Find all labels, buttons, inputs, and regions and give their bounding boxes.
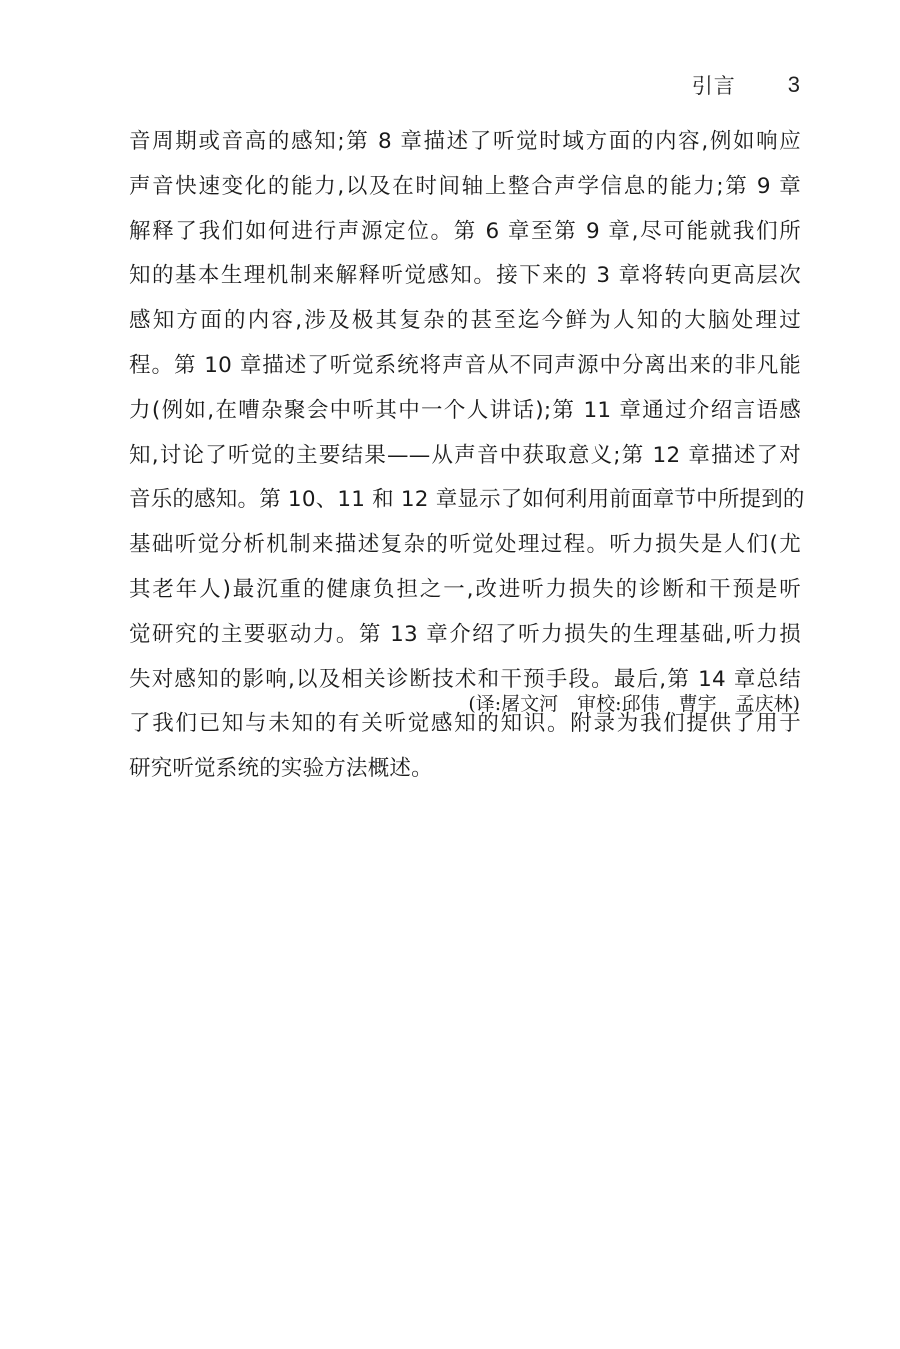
chapter-title: 引言	[691, 74, 736, 98]
text-line: 音乐的感知。第 10、11 和 12 章显示了如何利用前面章节中所提到的	[129, 487, 805, 513]
text-line: 基础听觉分析机制来描述复杂的听觉处理过程。听力损失是人们(尤	[129, 532, 801, 558]
text-line: 了我们已知与未知的有关听觉感知的知识。附录为我们提供了用于	[129, 711, 801, 737]
text-line: 知的基本生理机制来解释听觉感知。接下来的 3 章将转向更高层次	[129, 263, 801, 289]
text-line-last: 研究听觉系统的实验方法概述。	[129, 756, 433, 782]
text-line: 失对感知的影响,以及相关诊断技术和干预手段。最后,第 14 章总结	[129, 666, 801, 692]
text-line: 觉研究的主要驱动力。第 13 章介绍了听力损失的生理基础,听力损	[129, 621, 801, 647]
running-head	[692, 68, 800, 102]
translator-credits: (译:屠文河 审校:邱伟 曹宇 孟庆林)	[468, 693, 800, 715]
page-number: 3	[787, 72, 800, 97]
text-line: 音周期或音高的感知;第 8 章描述了听觉时域方面的内容,例如响应	[129, 129, 801, 154]
text-line: 声音快速变化的能力,以及在时间轴上整合声学信息的能力;第 9 章	[129, 173, 801, 199]
text-line: 感知方面的内容,涉及极其复杂的甚至迄今鲜为人知的大脑处理过	[129, 308, 801, 334]
text-line: 力(例如,在嘈杂聚会中听其中一个人讲话);第 11 章通过介绍言语感	[129, 397, 801, 423]
text-line: 其老年人)最沉重的健康负担之一,改进听力损失的诊断和干预是听	[129, 576, 801, 602]
text-line: 程。第 10 章描述了听觉系统将声音从不同声源中分离出来的非凡能	[129, 352, 801, 378]
text-line: 解释了我们如何进行声源定位。第 6 章至第 9 章,尽可能就我们所	[129, 218, 801, 244]
text-line: 知,讨论了听觉的主要结果——从声音中获取意义;第 12 章描述了对	[129, 442, 801, 468]
